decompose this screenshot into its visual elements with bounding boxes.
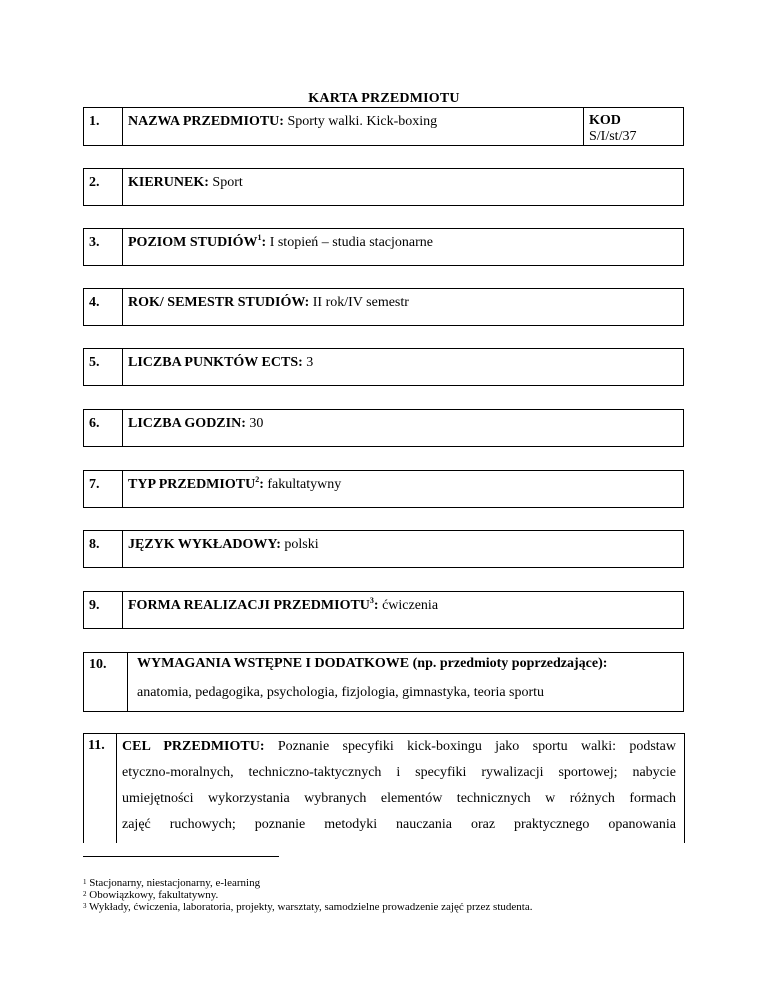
field-label: NAZWA PRZEDMIOTU:: [128, 114, 284, 129]
footnote-ref: 1: [257, 233, 262, 242]
field-label: TYP PRZEDMIOTU: [128, 477, 256, 492]
text-line-1: [122, 734, 676, 760]
field-value-line-2: etyczno-moralnych, techniczno-taktycznych i specyfiki rywalizacji sportowej; nabycie: [122, 765, 676, 780]
row-9-forma-realizacji: [83, 591, 684, 629]
footnote-text: Obowiązkowy, fakultatywny.: [86, 889, 219, 901]
row-7-typ-przedmiotu: [83, 470, 684, 508]
row-6-liczba-godzin: [83, 409, 684, 447]
field-value-line-3: umiejętności wykorzystania wybranych elementów technicznych w różnych formach: [122, 791, 676, 806]
field-value: I stopień – studia stacjonarne: [266, 235, 433, 250]
row-content: [123, 349, 684, 386]
field-value-line-4: zajęć ruchowych; poznanie metodyki nauczania oraz praktycznego opanowania: [122, 817, 676, 832]
footnote-number: 1: [83, 878, 87, 886]
field-value: Sport: [208, 175, 243, 190]
footnote-number: 2: [83, 890, 87, 898]
row-content: [123, 229, 684, 266]
field-value: ćwiczenia: [378, 598, 439, 613]
kod-cell: [584, 108, 684, 146]
field-value: anatomia, pedagogika, psychologia, fizjologia, gimnastyka, teoria sportu: [137, 685, 545, 700]
footnote-separator: [83, 856, 279, 857]
footnote-number: 3: [83, 902, 87, 910]
row-number: 8.: [84, 531, 123, 568]
row-10-wymagania-wstepne: [83, 652, 684, 712]
row-content: [123, 471, 684, 508]
row-content: [123, 169, 684, 206]
field-value: polski: [280, 537, 319, 552]
field-label: CEL PRZEDMIOTU:: [122, 739, 265, 754]
row-4-rok-semestr: [83, 288, 684, 326]
row-content: [123, 289, 684, 326]
row-number: 1.: [84, 108, 123, 146]
footnote-text: Wykłady, ćwiczenia, laboratoria, projekty, warsztaty, samodzielne prowadzenie zajęć przez studenta.: [86, 901, 533, 913]
field-label: JĘZYK WYKŁADOWY:: [128, 537, 281, 552]
kod-label: KOD: [589, 113, 621, 128]
row-content: [123, 410, 684, 447]
field-label: ROK/ SEMESTR STUDIÓW:: [128, 295, 310, 310]
footnote-ref: 2: [255, 475, 260, 484]
row-number: 7.: [84, 471, 123, 508]
row-content: [123, 531, 684, 568]
row-number: 6.: [84, 410, 123, 447]
row-content: [123, 592, 684, 629]
field-label: KIERUNEK:: [128, 175, 209, 190]
field-value-line-1: Poznanie specyfiki kick-boxingu jako sportu walki: podstaw: [264, 739, 676, 754]
row-1-nazwa-przedmiotu: [83, 107, 684, 146]
field-label: FORMA REALIZACJI PRZEDMIOTU: [128, 598, 370, 613]
footnote-text: Stacjonarny, niestacjonarny, e-learning: [86, 877, 261, 889]
field-label-colon: :: [373, 598, 379, 613]
row-number: 3.: [84, 229, 123, 266]
footnote-1: [83, 877, 260, 889]
field-label: LICZBA GODZIN:: [128, 416, 246, 431]
field-value: Sporty walki. Kick-boxing: [283, 114, 438, 129]
row-2-kierunek: [83, 168, 684, 206]
kod-value: S/I/st/37: [589, 129, 637, 144]
row-number: 11.: [88, 738, 105, 753]
row-5-punkty-ects: [83, 348, 684, 386]
footnote-3: [83, 901, 532, 913]
row-content: [122, 734, 676, 838]
row-number: 10.: [84, 653, 128, 712]
field-label: WYMAGANIA WSTĘPNE I DODATKOWE (np. przedmioty poprzedzające):: [137, 656, 608, 671]
row-number: 5.: [84, 349, 123, 386]
row-number: 2.: [84, 169, 123, 206]
field-value: fakultatywny: [263, 477, 342, 492]
row-8-jezyk-wykladowy: [83, 530, 684, 568]
footnote-2: [83, 889, 218, 901]
field-value: II rok/IV semestr: [309, 295, 409, 310]
field-label: POZIOM STUDIÓW: [128, 235, 258, 250]
row-content: [128, 653, 684, 712]
field-label: LICZBA PUNKTÓW ECTS:: [128, 355, 303, 370]
row-number: 4.: [84, 289, 123, 326]
field-label-colon: :: [259, 477, 264, 492]
row-content: [123, 108, 584, 146]
row-3-poziom-studiow: [83, 228, 684, 266]
footnote-ref: 3: [369, 596, 374, 605]
row-number: 9.: [84, 592, 123, 629]
field-value: 30: [245, 416, 264, 431]
document-title: KARTA PRZEDMIOTU: [308, 91, 460, 106]
row-11-cel-przedmiotu: [83, 733, 685, 843]
field-label-colon: :: [261, 235, 267, 250]
field-value: 3: [302, 355, 314, 370]
